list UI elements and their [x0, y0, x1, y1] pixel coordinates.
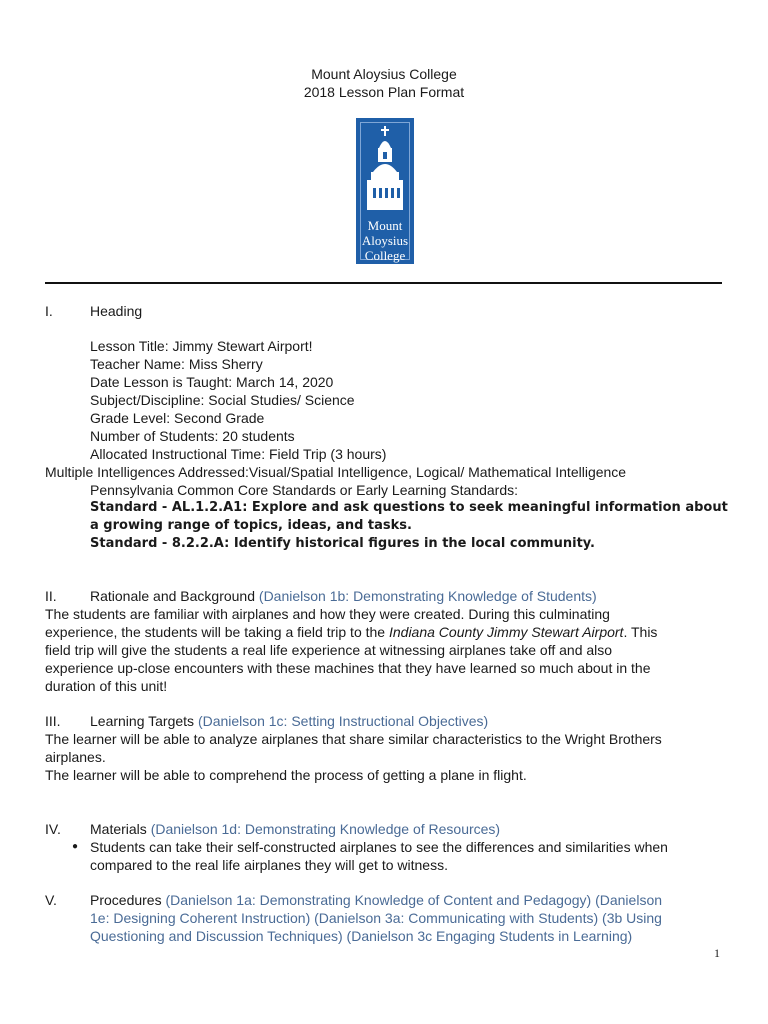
instructional-time: Allocated Instructional Time: Field Trip (3 hours) — [90, 446, 387, 462]
section-numeral-1: I. — [45, 303, 53, 319]
number-of-students: Number of Students: 20 students — [90, 428, 295, 444]
section-numeral-5: V. — [45, 892, 57, 908]
targets-line-1: The learner will be able to analyze airplanes that share similar characteristics to the Wright Brothers — [45, 731, 662, 747]
materials-bullet-line-1: Students can take their self-constructed airplanes to see the differences and similarities when — [90, 839, 668, 855]
rationale-line-2-pre: experience, the students will be taking a field trip to the — [45, 624, 389, 640]
logo-text-aloysius: Aloysius — [361, 233, 409, 248]
section-title-rationale — [90, 587, 597, 605]
rationale-title: Rationale and Background — [90, 588, 256, 604]
standard-1-line-1: Standard - AL.1.2.A1: Explore and ask questions to seek meaningful information about — [90, 500, 728, 515]
logo-text-college: College — [364, 248, 406, 263]
targets-line-3: The learner will be able to comprehend the process of getting a plane in flight. — [45, 767, 527, 783]
format-title: 2018 Lesson Plan Format — [303, 84, 465, 100]
standard-2: Standard - 8.2.2.A: Identify historical figures in the local community. — [90, 536, 596, 551]
rationale-line-1: The students are familiar with airplanes and how they were created. During this culminating — [45, 606, 610, 622]
procedures-danielson-3: Questioning and Discussion Techniques) (Danielson 3c Engaging Students in Learning) — [90, 928, 633, 944]
lesson-date: Date Lesson is Taught: March 14, 2020 — [90, 374, 334, 390]
section-numeral-3: III. — [45, 713, 61, 729]
procedures-title: Procedures — [90, 892, 162, 908]
section-title-materials — [90, 820, 500, 838]
section-numeral-4: IV. — [45, 821, 61, 837]
standard-1-line-2: a growing range of topics, ideas, and tasks. — [90, 518, 412, 533]
targets-line-2: airplanes. — [45, 749, 106, 765]
procedures-danielson-2: 1e: Designing Coherent Instruction) (Danielson 3a: Communicating with Students) (3b Using — [90, 910, 662, 926]
page-number: 1 — [714, 946, 720, 960]
horizontal-rule — [45, 282, 722, 284]
bullet-icon: ● — [72, 841, 79, 852]
rationale-danielson: (Danielson 1b: Demonstrating Knowledge of Students) — [258, 588, 597, 604]
rationale-line-2 — [45, 623, 657, 641]
materials-bullet-line-2: compared to the real life airplanes they will get to witness. — [90, 857, 448, 873]
teacher-name: Teacher Name: Miss Sherry — [90, 356, 263, 372]
subject-discipline: Subject/Discipline: Social Studies/ Science — [90, 392, 355, 408]
procedures-danielson-1: (Danielson 1a: Demonstrating Knowledge of Content and Pedagogy) (Danielson — [165, 892, 663, 908]
college-name: Mount Aloysius College — [311, 66, 457, 82]
targets-danielson: (Danielson 1c: Setting Instructional Objectives) — [197, 713, 489, 729]
rationale-line-2-post: . This — [623, 624, 658, 640]
materials-danielson: (Danielson 1d: Demonstrating Knowledge of Resources) — [150, 821, 501, 837]
logo-text-mount: Mount — [367, 218, 403, 233]
section-title-procedures — [90, 891, 662, 909]
section-title-targets — [90, 712, 488, 730]
lesson-title: Lesson Title: Jimmy Stewart Airport! — [90, 338, 313, 354]
materials-title: Materials — [90, 821, 147, 837]
grade-level: Grade Level: Second Grade — [90, 410, 265, 426]
rationale-line-3: field trip will give the students a real life experience at witnessing airplanes take off and also — [45, 642, 613, 658]
section-numeral-2: II. — [45, 588, 57, 604]
rationale-line-5: duration of this unit! — [45, 678, 168, 694]
college-logo — [356, 118, 414, 264]
building-icon — [365, 126, 405, 212]
standards-label: Pennsylvania Common Core Standards or Early Learning Standards: — [90, 482, 519, 498]
rationale-line-4: experience up-close encounters with these machines that they have learned so much about in the — [45, 660, 651, 676]
targets-title: Learning Targets — [90, 713, 195, 729]
section-title-heading: Heading — [90, 303, 143, 319]
airport-name: Indiana County Jimmy Stewart Airport — [388, 624, 624, 640]
multiple-intelligences: Multiple Intelligences Addressed:Visual/Spatial Intelligence, Logical/ Mathematical Intelligence — [45, 464, 627, 480]
